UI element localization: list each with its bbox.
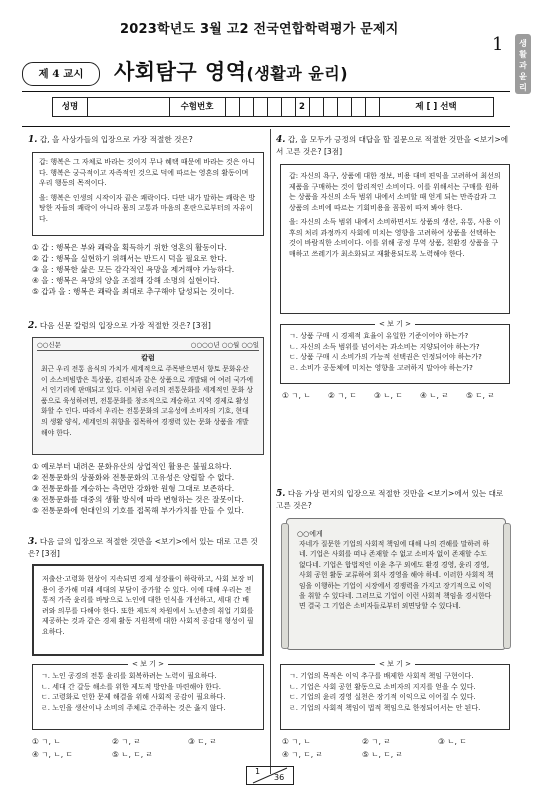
q3-bogi-item: ㄹ. 노인을 생산이나 소비의 주체로 간주하는 것은 옳지 않다.	[41, 703, 226, 712]
q2-newspaper-box	[32, 337, 264, 455]
q4-stem	[276, 134, 510, 157]
q2-paper-rule	[37, 350, 259, 351]
exam-digit-box[interactable]	[323, 98, 338, 116]
q5-letter-text: 자네가 질문한 기업의 사회적 책임에 대해 나의 견해를 말하려 하네. 기업은 사회를 떠나 존재할 수 없고 소비자 없이 존재할 수도 없다네. 기업은 합법적인 이윤 추구 외에도 환경 경영, 윤리 경영, 사회 공헌 활동 교류하여 회사 경영을 해야 하네. 이러한 사회적 책임을 이행하는 기업이 시장에서 경쟁력을 가지고 장기적으로 이익을 취할 수 있다네. 그러므로 기업이 이런 사회적 책임을 경시한다면 결국 그 기업은 소비자들로부터 외면당할 수 있다네.	[299, 540, 494, 611]
q2-options	[32, 461, 268, 516]
q4-passage-box	[280, 164, 510, 314]
q3-bogi-item: ㄴ. 세대 간 갈등 해소를 위한 제도적 방안을 마련해야 한다.	[41, 682, 222, 691]
content-rule	[22, 126, 510, 127]
exam-digit-box[interactable]	[351, 98, 366, 116]
exam-digit-box[interactable]	[267, 98, 282, 116]
exam-digit-box[interactable]	[281, 98, 296, 116]
q4-bogi-box	[280, 320, 510, 384]
page-indicator-slash	[247, 767, 293, 784]
q5-choice[interactable]: ⑤ ㄴ, ㄷ, ㄹ	[362, 750, 403, 759]
q5-letter-scroll	[286, 518, 506, 650]
q2-option[interactable]: ④ 전통문화를 대중의 생활 방식에 따라 변형하는 것은 잘못이다.	[32, 495, 244, 504]
name-field[interactable]	[87, 98, 170, 116]
q2-paper-name: ○○신문	[37, 341, 61, 349]
q3-choice[interactable]: ① ㄱ, ㄴ	[32, 737, 61, 746]
q2-number: 2.	[28, 321, 38, 331]
exam-no-label: 수험번호	[169, 98, 226, 116]
q4-bogi-item: ㄱ. 상품 구매 시 경제적 효율이 유일한 기준이어야 하는가?	[289, 332, 469, 340]
q1-stem-text: 갑, 을 사상가들의 입장으로 가장 적절한 것은?	[39, 135, 193, 144]
q5-bogi-item: ㄴ. 기업은 사회 공헌 활동으로 소비자의 지지를 얻을 수 있다.	[289, 682, 476, 691]
q5-letter-to: ○○에게	[297, 530, 323, 538]
q2-option[interactable]: ③ 전통문화를 계승하는 측면만 강화한 원형 그대로 보존하다.	[32, 484, 235, 493]
subject-side-tab: 생 활 과 윤 리	[515, 34, 531, 94]
q3-bogi-box	[32, 660, 264, 730]
q4-choice[interactable]: ① ㄱ, ㄴ	[282, 391, 311, 400]
q5-bogi-item: ㄱ. 기업의 목적은 이익 추구를 배제한 사회적 책임 구현이다.	[289, 672, 474, 680]
q1-option[interactable]: ② 갑 : 행복을 실현하기 위해서는 반드시 덕을 필요로 한다.	[32, 254, 227, 263]
exam-digit-box[interactable]	[253, 98, 268, 116]
q5-stem	[276, 488, 510, 511]
q3-choice[interactable]: ③ ㄷ, ㄹ	[188, 737, 217, 746]
q5-bogi-box	[280, 660, 510, 730]
q1-option[interactable]: ⑤ 갑과 을 : 행복은 쾌락을 최대로 추구해야 달성되는 것이다.	[32, 287, 235, 296]
subject-sub: (생활과 윤리)	[246, 64, 349, 83]
exam-digit-box: 2	[295, 98, 310, 116]
q3-bogi-item: ㄱ. 노인 공경의 전통 윤리를 회복하려는 노력이 필요하다.	[41, 672, 217, 680]
q4-choice[interactable]: ④ ㄴ, ㄹ	[420, 391, 449, 400]
q4-eul-text: 을: 자신의 소득 범위 내에서 소비하면서도 상품의 생산, 유통, 사용 이후의 처리 과정까지 사회에 미치는 영향을 고려하여 상품을 선택하는 것이 바람직한 소비이다. 이를 위해 공정 무역 상품, 친환경 상품을 구매하고 쓰레기가 최소화되고 재활용되도록 노력해야 한다.	[289, 218, 501, 258]
subject-main: 사회탐구 영역	[114, 60, 247, 84]
q3-choices	[32, 736, 268, 762]
q1-number: 1.	[28, 135, 38, 145]
q5-number: 5.	[276, 489, 286, 499]
q4-bogi-item: ㄹ. 소비가 공동체에 미치는 영향을 고려하지 말아야 하는가?	[289, 363, 473, 372]
exam-digit-box[interactable]	[309, 98, 324, 116]
exam-title: 2023학년도 3월 고2 전국연합학력평가 문제지	[120, 22, 399, 37]
scroll-roll-right	[503, 523, 511, 649]
q5-bogi-item: ㄹ. 기업의 사회적 책임이 법적 책임으로 한정되어서는 안 된다.	[289, 703, 481, 712]
q2-column-label: 칼럼	[141, 354, 155, 362]
column-separator	[270, 129, 271, 774]
q2-option[interactable]: ① 예로부터 내려온 문화유산의 상업적인 활용은 불필요하다.	[32, 462, 232, 471]
q3-bogi-item: ㄷ. 고령화로 인한 문제 해결을 위해 사회적 공감이 필요하다.	[41, 693, 226, 701]
q2-column-text: 최근 우리 전통 음식의 가치가 세계적으로 주목받으면서 향토 문화유산이 소스비빔밥은 특상품, 김편식과 같은 상품으로 개발돼 여 여러 국가에서 인기리에 판매되고 있다. 이처럼 우리의 전통문화를 세계적인 문화 상품으로 육성하려면, 전통문화를 창조적으로 계승하고 지역 경제로 활성화할 수 인다. 따라서 우리는 전통문화의 고유성에 소비자의 기호, 현대의 생활 양식, 세계인의 취향을 접목하여 경쟁력 있는 문화 상품을 개발해야 한다.	[41, 365, 254, 437]
q5-choice[interactable]: ④ ㄱ, ㄷ, ㄹ	[282, 750, 323, 759]
q4-bogi-item: ㄷ. 상품 구매 시 소비가의 가능적 선택권은 인정되어야 하는가?	[289, 353, 482, 361]
q1-options	[32, 242, 268, 297]
scroll-roll-left	[281, 523, 289, 649]
page-number: 1	[492, 34, 504, 55]
q3-stem	[28, 536, 264, 559]
q5-bogi-item: ㄷ. 기업의 윤리 경영 실천은 장기적 이익으로 이어질 수 있다.	[289, 693, 476, 701]
q5-stem-text: 다음 가상 편지의 입장으로 적절한 것만을 <보기>에서 있는 대로 고른 것은?	[276, 489, 504, 510]
q4-choice[interactable]: ② ㄱ, ㄷ	[328, 391, 357, 400]
q5-choice[interactable]: ② ㄱ, ㄹ	[362, 737, 391, 746]
q1-option[interactable]: ③ 을 : 행복한 삶은 모든 감각적인 욕망을 제거해야 가능하다.	[32, 265, 235, 274]
q4-choices	[282, 390, 510, 402]
subject-title	[114, 56, 348, 86]
q3-passage-text: 저출산·고령화 현상이 지속되면 경제 성장률이 하락하고, 사회 보장 비용이 증가해 미래 세대의 부담이 증가할 수 있다. 이에 대해 우리는 전통적 가족 윤리를 바탕으로 노인에 대한 인식을 개선하고, 세대 간 배려와 의무를 다해야 한다. 또한 제도적 차원에서 노년층의 취업 기회를 제공하는 것과 같은 경제 활동 지원책에 대한 사회적 공감대 형성이 필요하다.	[42, 575, 254, 636]
q4-number: 4.	[276, 135, 286, 145]
q1-eul-text: 을: 행복은 인생의 시작이자 끝은 쾌락이다. 다만 내가 말하는 쾌락은 방탕한 자들의 쾌락이 아니라 몸의 고통과 마음의 혼란으로부터의 자유이다.	[39, 193, 256, 223]
q3-bogi-label: < 보 기 >	[128, 660, 168, 668]
q1-stem	[28, 134, 264, 146]
q2-option[interactable]: ⑤ 전통문화에 현대인의 기호를 접목해 부가가치를 만들 수 있다.	[32, 506, 244, 515]
page-indicator	[246, 766, 294, 785]
q3-number: 3.	[28, 537, 38, 547]
page-current: 1	[255, 767, 261, 776]
q2-stem	[28, 320, 264, 332]
q4-stem-text: 갑, 을 모두가 긍정의 대답을 할 질문으로 적절한 것만을 <보기>에서 고른 것은? [3점]	[276, 135, 509, 156]
exam-digit-box[interactable]	[239, 98, 254, 116]
q5-choice[interactable]: ① ㄱ, ㄴ	[282, 737, 311, 746]
q2-stem-text: 다음 신문 칼럼의 입장으로 가장 적절한 것은? [3점]	[39, 321, 211, 330]
q4-gap-text: 갑: 자신의 욕구, 상품에 대한 정보, 비용 대비 편익을 고려하여 최선의 제품을 구매하는 것이 합리적인 소비이다. 이를 위해서는 구매를 원하는 상품을 자신의 소득 범위 내에서 소비할 때 얻게 되는 만족감과 그 상품의 소비에 따르는 기회비용을 꼼꼼히 따져 봐야 한다.	[289, 172, 501, 212]
exam-digit-box[interactable]	[225, 98, 240, 116]
q3-stem-text: 다음 글의 입장으로 적절한 것만을 <보기>에서 있는 대로 고른 것은? [3점]	[28, 537, 258, 558]
q5-bogi-label: < 보 기 >	[375, 660, 415, 668]
q3-choice[interactable]: ④ ㄱ, ㄴ, ㄷ	[32, 750, 73, 759]
q4-bogi-label: < 보 기 >	[375, 320, 415, 328]
student-info-row	[52, 97, 494, 117]
q2-paper-date: ○○○○년 ○○월 ○○일	[190, 341, 259, 349]
exam-digit-box[interactable]	[337, 98, 352, 116]
q4-bogi-item: ㄴ. 자신의 소득 범위를 넘어서는 과소비는 지양되어야 하는가?	[289, 342, 480, 351]
q1-option[interactable]: ① 갑 : 행복은 부와 쾌락을 획득하기 위한 영혼의 활동이다.	[32, 243, 227, 252]
q5-choice[interactable]: ③ ㄴ, ㄷ	[438, 737, 467, 746]
q5-choices	[282, 736, 510, 762]
q1-gap-text: 갑: 행복은 그 자체로 바라는 것이지 무나 혜택 때문에 바라는 것은 아니다. 행복은 궁극적이고 자족적인 것으로 덕에 따르는 영혼의 활동이며 우리 행동의 목적이다.	[39, 158, 256, 187]
q4-choice[interactable]: ⑤ ㄷ, ㄹ	[466, 391, 495, 400]
selection-label: 제 [ ] 선택	[415, 102, 457, 112]
q3-choice[interactable]: ⑤ ㄴ, ㄷ, ㄹ	[112, 750, 153, 759]
q1-passage-box	[32, 152, 264, 236]
q2-option[interactable]: ② 전통문화의 상품화와 전통문화의 고유성은 양립할 수 없다.	[32, 473, 235, 482]
page-total: 36	[274, 773, 285, 782]
q3-choice[interactable]: ② ㄱ, ㄹ	[112, 737, 141, 746]
q3-passage-box	[32, 564, 264, 656]
exam-digit-box[interactable]	[365, 98, 380, 116]
header-rule	[22, 91, 510, 92]
q4-choice[interactable]: ③ ㄴ, ㄷ	[374, 391, 403, 400]
session-label: 제 4 교시	[22, 62, 100, 86]
name-label: 성명	[53, 98, 88, 116]
q1-option[interactable]: ④ 을 : 행복은 욕망의 양을 조절해 강해 소명의 실현이다.	[32, 276, 220, 285]
